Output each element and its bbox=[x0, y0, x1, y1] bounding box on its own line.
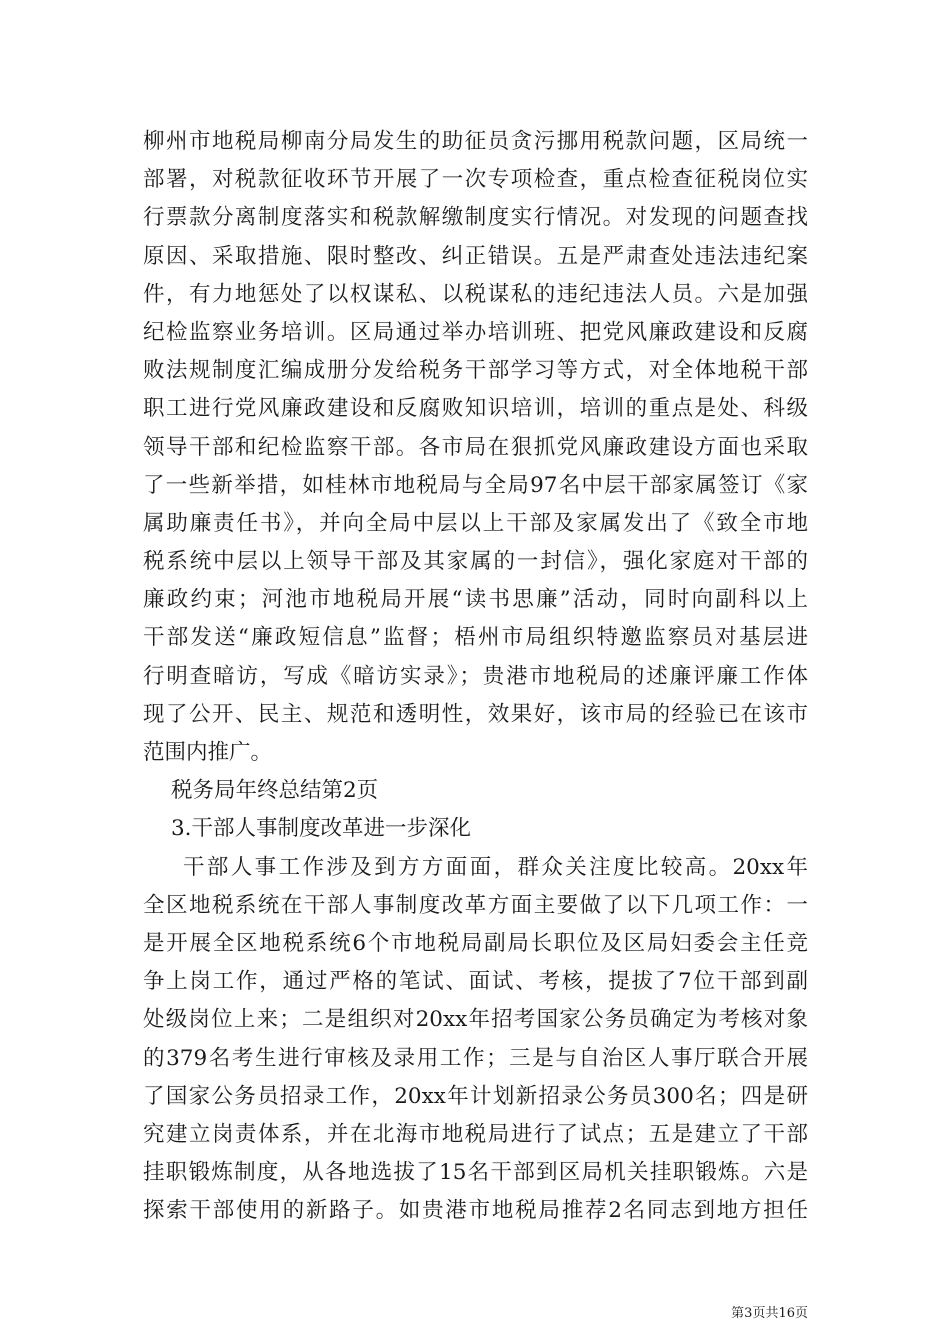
document-body bbox=[143, 123, 808, 1230]
text-line: 争上岗工作，通过严格的笔试、面试、考核，提拔了7位干部到副 bbox=[143, 969, 808, 995]
text-line: 干部人事工作涉及到方方面面，群众关注度比较高。20xx年 bbox=[183, 854, 808, 880]
page-number-footer: 第3页共16页 bbox=[731, 1306, 808, 1321]
text-line: 究建立岗责体系，并在北海市地税局进行了试点；五是建立了干部 bbox=[143, 1121, 808, 1147]
text-line: 的379名考生进行审核及录用工作；三是与自治区人事厅联合开展 bbox=[143, 1045, 808, 1071]
text-line: 纪检监察业务培训。区局通过举办培训班、把党风廉政建设和反腐 bbox=[143, 319, 808, 345]
text-line: 了国家公务员招录工作，20xx年计划新招录公务员300名；四是研 bbox=[143, 1083, 808, 1109]
text-line: 领导干部和纪检监察干部。各市局在狠抓党风廉政建设方面也采取 bbox=[143, 434, 808, 460]
text-line: 职工进行党风廉政建设和反腐败知识培训，培训的重点是处、科级 bbox=[143, 396, 808, 422]
text-line: 范围内推广。 bbox=[143, 740, 273, 765]
text-line: 原因、采取措施、限时整改、纠正错误。五是严肃查处违法违纪案 bbox=[143, 243, 808, 269]
text-line: 干部发送“廉政短信息”监督；梧州市局组织特邀监察员对基层进 bbox=[143, 625, 808, 651]
text-line: 了一些新举措，如桂林市地税局与全局97名中层干部家属签订《家 bbox=[143, 472, 808, 498]
text-line: 税系统中层以上领导干部及其家属的一封信》，强化家庭对干部的 bbox=[143, 549, 808, 575]
text-line: 廉政约束；河池市地税局开展“读书思廉”活动，同时向副科以上 bbox=[143, 587, 808, 613]
text-line: 部署，对税款征收环节开展了一次专项检查，重点检查征税岗位实 bbox=[143, 167, 808, 193]
text-line: 行票款分离制度落实和税款解缴制度实行情况。对发现的问题查找 bbox=[143, 205, 808, 231]
text-line: 探索干部使用的新路子。如贵港市地税局推荐2名同志到地方担任 bbox=[143, 1198, 808, 1224]
text-line: 是开展全区地税系统6个市地税局副局长职位及区局妇委会主任竞 bbox=[143, 930, 808, 956]
text-line: 处级岗位上来；二是组织对20xx年招考国家公务员确定为考核对象 bbox=[143, 1007, 808, 1033]
text-line: 挂职锻炼制度，从各地选拔了15名干部到区局机关挂职锻炼。六是 bbox=[143, 1160, 808, 1186]
text-line: 现了公开、民主、规范和透明性，效果好，该市局的经验已在该市 bbox=[143, 701, 808, 727]
text-line: 败法规制度汇编成册分发给税务干部学习等方式，对全体地税干部 bbox=[143, 358, 808, 384]
text-line: 行明查暗访，写成《暗访实录》；贵港市地税局的述廉评廉工作体 bbox=[143, 663, 808, 689]
text-line: 属助廉责任书》，并向全局中层以上干部及家属发出了《致全市地 bbox=[143, 510, 808, 536]
page-marker-heading: 税务局年终总结第2页 bbox=[171, 778, 379, 804]
text-line: 件，有力地惩处了以权谋私、以税谋私的违纪违法人员。六是加强 bbox=[143, 281, 808, 307]
text-line: 柳州市地税局柳南分局发生的助征员贪污挪用税款问题，区局统一 bbox=[143, 129, 808, 154]
section-heading: 3.干部人事制度改革进一步深化 bbox=[171, 816, 472, 842]
text-line: 全区地税系统在干部人事制度改革方面主要做了以下几项工作：一 bbox=[143, 892, 808, 918]
